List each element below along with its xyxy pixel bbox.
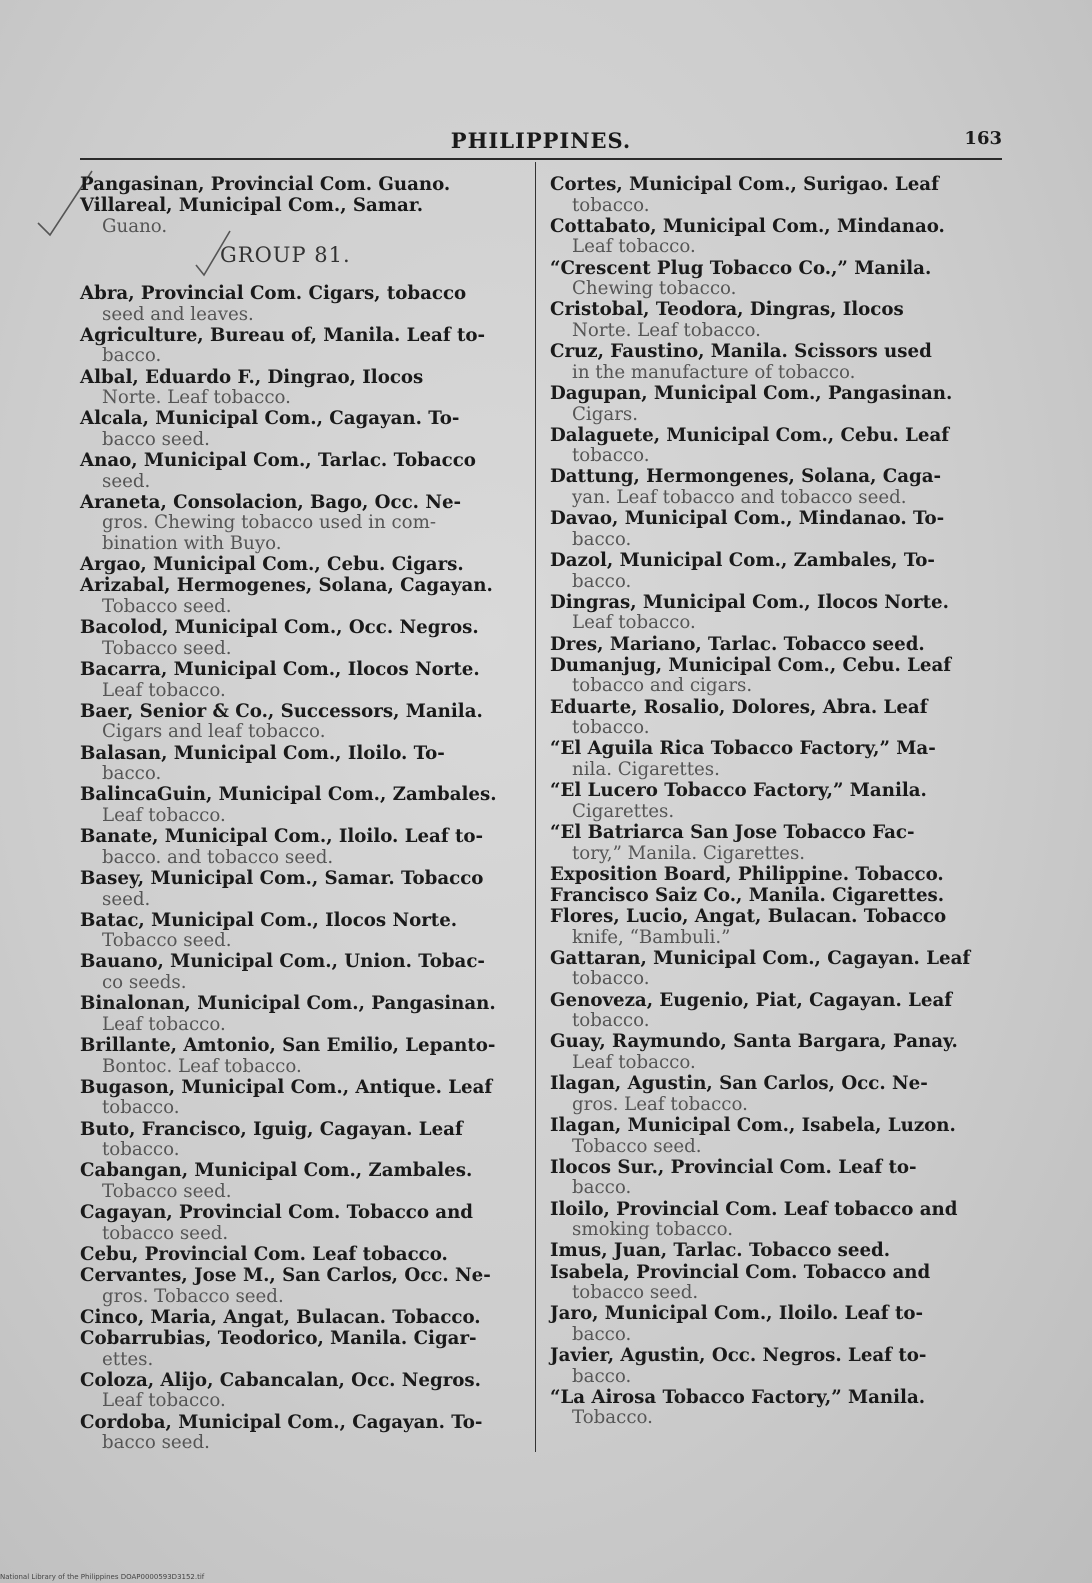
entry-continuation-line: Tobacco seed. xyxy=(102,637,232,659)
entry-continuation-line: in the manufacture of tobacco. xyxy=(572,361,856,383)
entry-first-line: Davao, Municipal Com., Mindanao. To- xyxy=(550,508,945,530)
directory-entry xyxy=(550,1116,995,1157)
directory-entry xyxy=(550,1304,995,1345)
entry-first-line: Buto, Francisco, Iguig, Cagayan. Leaf xyxy=(80,1118,463,1140)
directory-entry xyxy=(550,217,995,258)
directory-entry xyxy=(80,702,520,743)
entry-first-line: Brillante, Amtonio, San Emilio, Lepanto- xyxy=(80,1035,496,1057)
directory-entry xyxy=(550,635,995,656)
entry-first-line: Cobarrubias, Teodorico, Manila. Cigar- xyxy=(80,1328,477,1350)
entry-first-line: Ilocos Sur., Provincial Com. Leaf to- xyxy=(550,1156,917,1178)
directory-entry xyxy=(550,1346,995,1387)
entry-continuation-line: Cigars and leaf tobacco. xyxy=(102,721,326,743)
directory-entry xyxy=(550,300,995,341)
entry-continuation-line: tory,” Manila. Cigarettes. xyxy=(572,842,806,864)
entry-continuation-line: gros. Tobacco seed. xyxy=(102,1285,284,1307)
entry-continuation-line: bacco. xyxy=(572,1177,632,1199)
directory-entry xyxy=(80,785,520,826)
entry-continuation-line: tobacco and cigars. xyxy=(572,675,753,697)
entry-continuation-line: seed. xyxy=(102,470,151,492)
entry-first-line: Banate, Municipal Com., Iloilo. Leaf to- xyxy=(80,826,484,848)
right-column xyxy=(550,175,995,1430)
directory-entry xyxy=(80,493,520,555)
directory-entry xyxy=(80,1413,520,1454)
directory-entry xyxy=(550,656,995,697)
entry-first-line: “La Airosa Tobacco Factory,” Manila. xyxy=(550,1386,926,1408)
scan-footer: National Library of the Philippines DOAP0000593D3152.tif xyxy=(0,1573,205,1581)
entry-continuation-line: Leaf tobacco. xyxy=(102,804,226,826)
entry-first-line: Cruz, Faustino, Manila. Scissors used xyxy=(550,341,932,363)
entry-continuation-line: Tobacco seed. xyxy=(102,596,232,618)
entry-first-line: Dalaguete, Municipal Com., Cebu. Leaf xyxy=(550,424,950,446)
directory-entry xyxy=(550,781,995,822)
entry-continuation-line: yan. Leaf tobacco and tobacco seed. xyxy=(572,487,907,509)
entry-first-line: Cinco, Maria, Angat, Bulacan. Tobacco. xyxy=(80,1306,481,1328)
directory-entry xyxy=(80,1371,520,1412)
directory-entry xyxy=(80,994,520,1035)
entry-continuation-line: Leaf tobacco. xyxy=(572,236,696,258)
entry-continuation-line: Tobacco seed. xyxy=(102,930,232,952)
entry-first-line: Alcala, Municipal Com., Cagayan. To- xyxy=(80,408,460,430)
directory-entry xyxy=(80,1161,520,1202)
entry-first-line: Albal, Eduardo F., Dingrao, Ilocos xyxy=(80,366,424,388)
entry-continuation-line: tobacco seed. xyxy=(102,1222,229,1244)
entry-continuation-line: tobacco. xyxy=(572,1010,650,1032)
entry-first-line: Gattaran, Municipal Com., Cagayan. Leaf xyxy=(550,947,971,969)
running-title: PHILIPPINES. xyxy=(450,128,632,153)
entry-first-line: Bacarra, Municipal Com., Ilocos Norte. xyxy=(80,659,480,680)
entry-continuation-line: Leaf tobacco. xyxy=(102,1390,226,1412)
entry-continuation-line: tobacco. xyxy=(102,1097,180,1119)
page-number: 163 xyxy=(964,128,1002,149)
directory-entry xyxy=(550,1241,995,1262)
entry-continuation-line: tobacco. xyxy=(102,1139,180,1161)
directory-entry xyxy=(80,1245,520,1266)
entry-first-line: Cebu, Provincial Com. Leaf tobacco. xyxy=(80,1243,448,1265)
directory-entry xyxy=(550,823,995,864)
entry-continuation-line: bacco. xyxy=(572,528,632,550)
entry-continuation-line: Norte. Leaf tobacco. xyxy=(572,319,761,341)
entry-first-line: Villareal, Municipal Com., Samar. xyxy=(80,195,424,217)
entry-first-line: Anao, Municipal Com., Tarlac. Tobacco xyxy=(80,450,476,472)
entry-first-line: Baer, Senior & Co., Successors, Manila. xyxy=(80,700,483,722)
entry-first-line: Guay, Raymundo, Santa Bargara, Panay. xyxy=(550,1031,958,1053)
entry-first-line: Ilagan, Municipal Com., Isabela, Luzon. xyxy=(550,1114,956,1136)
entry-first-line: Coloza, Alijo, Cabancalan, Occ. Negros. xyxy=(80,1369,482,1391)
directory-entry xyxy=(80,952,520,993)
entry-continuation-line: Guano. xyxy=(102,215,168,237)
entry-first-line: Exposition Board, Philippine. Tobacco. xyxy=(550,863,944,885)
directory-entry xyxy=(550,175,995,216)
entry-continuation-line: Leaf tobacco. xyxy=(572,1052,696,1073)
right-entries-list xyxy=(550,175,995,1429)
entry-first-line: Bauano, Municipal Com., Union. Tobac- xyxy=(80,951,485,973)
entry-first-line: Iloilo, Provincial Com. Leaf tobacco and xyxy=(550,1198,958,1220)
entry-continuation-line: knife, “Bambuli.” xyxy=(572,926,731,948)
entry-continuation-line: Chewing tobacco. xyxy=(572,278,737,300)
entry-continuation-line: bination with Buyo. xyxy=(102,533,282,555)
entry-first-line: Bugason, Municipal Com., Antique. Leaf xyxy=(80,1076,493,1098)
entry-first-line: Francisco Saiz Co., Manila. Cigarettes. xyxy=(550,884,945,906)
entry-first-line: Agriculture, Bureau of, Manila. Leaf to- xyxy=(80,324,486,346)
column-divider xyxy=(535,162,536,1452)
entry-continuation-line: Bontoc. Leaf tobacco. xyxy=(102,1055,302,1077)
entry-first-line: “El Lucero Tobacco Factory,” Manila. xyxy=(550,780,927,802)
entry-continuation-line: Tobacco seed. xyxy=(102,1180,232,1202)
directory-entry xyxy=(80,1203,520,1244)
directory-entry xyxy=(80,409,520,450)
entry-first-line: Araneta, Consolacion, Bago, Occ. Ne- xyxy=(80,491,462,513)
entry-first-line: Batac, Municipal Com., Ilocos Norte. xyxy=(80,909,458,931)
entry-first-line: Binalonan, Municipal Com., Pangasinan. xyxy=(80,993,496,1015)
entry-continuation-line: bacco. xyxy=(572,1365,632,1387)
entry-first-line: Jaro, Municipal Com., Iloilo. Leaf to- xyxy=(550,1303,924,1325)
directory-entry xyxy=(550,1200,995,1241)
directory-entry xyxy=(80,326,520,367)
directory-entry xyxy=(80,196,520,237)
entry-continuation-line: bacco seed. xyxy=(102,428,210,450)
entry-continuation-line: bacco. and tobacco seed. xyxy=(102,846,334,868)
entry-continuation-line: Leaf tobacco. xyxy=(572,612,696,634)
entry-first-line: Bacolod, Municipal Com., Occ. Negros. xyxy=(80,617,479,639)
entry-continuation-line: Leaf tobacco. xyxy=(102,1013,226,1035)
directory-entry xyxy=(80,451,520,492)
entry-first-line: Dumanjug, Municipal Com., Cebu. Leaf xyxy=(550,654,952,676)
entry-continuation-line: bacco. xyxy=(572,570,632,592)
entry-first-line: Cagayan, Provincial Com. Tobacco and xyxy=(80,1202,474,1224)
entry-first-line: Basey, Municipal Com., Samar. Tobacco xyxy=(80,867,484,889)
entry-first-line: Genoveza, Eugenio, Piat, Cagayan. Leaf xyxy=(550,989,953,1011)
entry-first-line: Flores, Lucio, Angat, Bulacan. Tobacco xyxy=(550,906,947,928)
entry-first-line: Ilagan, Agustin, San Carlos, Occ. Ne- xyxy=(550,1073,928,1095)
directory-entry xyxy=(80,869,520,910)
directory-entry xyxy=(550,1388,995,1429)
entry-first-line: BalincaGuin, Municipal Com., Zambales. xyxy=(80,784,497,806)
entry-first-line: Javier, Agustin, Occ. Negros. Leaf to- xyxy=(550,1345,927,1367)
entry-first-line: Cervantes, Jose M., San Carlos, Occ. Ne- xyxy=(80,1265,491,1287)
entry-first-line: Isabela, Provincial Com. Tobacco and xyxy=(550,1261,931,1283)
directory-entry xyxy=(80,1120,520,1161)
entry-first-line: Cabangan, Municipal Com., Zambales. xyxy=(80,1160,473,1182)
entry-first-line: Abra, Provincial Com. Cigars, tobacco xyxy=(80,282,467,304)
entry-continuation-line: bacco. xyxy=(102,345,162,367)
directory-entry xyxy=(550,342,995,383)
entry-continuation-line: ettes. xyxy=(102,1348,154,1370)
entry-first-line: Cristobal, Teodora, Dingras, Ilocos xyxy=(550,299,904,321)
entry-continuation-line: Cigarettes. xyxy=(572,800,675,822)
entry-continuation-line: gros. Chewing tobacco used in com- xyxy=(102,512,437,534)
entry-continuation-line: tobacco. xyxy=(572,194,650,216)
directory-entry xyxy=(550,1158,995,1199)
entry-first-line: Cottabato, Municipal Com., Mindanao. xyxy=(550,215,945,237)
entry-continuation-line: seed and leaves. xyxy=(102,303,254,325)
entry-continuation-line: tobacco. xyxy=(572,717,650,739)
entry-continuation-line: bacco seed. xyxy=(102,1432,210,1454)
entry-first-line: Arizabal, Hermogenes, Solana, Cagayan. xyxy=(80,575,493,597)
entry-continuation-line: Tobacco. xyxy=(572,1407,653,1429)
entry-first-line: Cordoba, Municipal Com., Cagayan. To- xyxy=(80,1411,483,1433)
directory-entry xyxy=(80,827,520,868)
entry-first-line: “Crescent Plug Tobacco Co.,” Manila. xyxy=(550,257,932,279)
directory-entry xyxy=(550,1074,995,1115)
entry-first-line: Dres, Mariano, Tarlac. Tobacco seed. xyxy=(550,633,925,655)
directory-entry xyxy=(80,1266,520,1307)
directory-entry xyxy=(550,593,995,634)
directory-entry xyxy=(550,1263,995,1304)
directory-entry xyxy=(550,907,995,948)
entry-first-line: “El Batriarca San Jose Tobacco Fac- xyxy=(550,821,915,843)
directory-entry xyxy=(550,739,995,780)
directory-entry xyxy=(550,384,995,425)
directory-entry xyxy=(80,1329,520,1370)
directory-entry xyxy=(80,284,520,325)
entry-continuation-line: bacco. xyxy=(102,763,162,785)
entry-continuation-line: smoking tobacco. xyxy=(572,1219,734,1241)
directory-entry xyxy=(550,698,995,739)
entry-first-line: Dazol, Municipal Com., Zambales, To- xyxy=(550,550,935,572)
directory-entry xyxy=(80,1078,520,1119)
entry-continuation-line: tobacco. xyxy=(572,968,650,990)
directory-entry xyxy=(80,618,520,659)
directory-entry xyxy=(550,865,995,886)
directory-entry xyxy=(80,744,520,785)
directory-entry xyxy=(550,949,995,990)
directory-entry xyxy=(550,467,995,508)
directory-entry xyxy=(550,551,995,592)
page-header xyxy=(80,128,1002,160)
entry-continuation-line: nila. Cigarettes. xyxy=(572,758,720,780)
directory-entry xyxy=(80,1308,520,1329)
entry-first-line: Eduarte, Rosalio, Dolores, Abra. Leaf xyxy=(550,696,928,718)
directory-entry xyxy=(550,426,995,467)
entry-first-line: Balasan, Municipal Com., Iloilo. To- xyxy=(80,742,445,764)
directory-entry xyxy=(550,509,995,550)
directory-entry xyxy=(80,576,520,617)
directory-entry xyxy=(550,991,995,1032)
left-column xyxy=(80,175,520,1454)
entry-continuation-line: seed. xyxy=(102,888,151,910)
directory-entry xyxy=(550,259,995,300)
directory-entry xyxy=(550,1032,995,1073)
entry-continuation-line: co seeds. xyxy=(102,972,187,994)
directory-entry xyxy=(80,911,520,952)
directory-entry xyxy=(80,368,520,409)
directory-entry xyxy=(550,886,995,907)
directory-entry xyxy=(80,175,520,196)
entry-first-line: Pangasinan, Provincial Com. Guano. xyxy=(80,174,451,195)
directory-entry xyxy=(80,555,520,576)
entry-continuation-line: bacco. xyxy=(572,1323,632,1345)
entry-continuation-line: gros. Leaf tobacco. xyxy=(572,1093,748,1115)
entry-first-line: Cortes, Municipal Com., Surigao. Leaf xyxy=(550,174,939,195)
entry-first-line: Dingras, Municipal Com., Ilocos Norte. xyxy=(550,591,949,613)
entry-continuation-line: Leaf tobacco. xyxy=(102,679,226,701)
group-heading: GROUP 81. xyxy=(220,243,351,268)
entry-first-line: Argao, Municipal Com., Cebu. Cigars. xyxy=(80,554,464,576)
directory-entry xyxy=(80,660,520,701)
entry-continuation-line: Tobacco seed. xyxy=(572,1135,702,1157)
entry-continuation-line: tobacco. xyxy=(572,445,650,467)
directory-entry xyxy=(80,1036,520,1077)
entry-first-line: Imus, Juan, Tarlac. Tobacco seed. xyxy=(550,1240,891,1262)
pre-group-entries xyxy=(80,175,520,237)
entry-first-line: Dattung, Hermongenes, Solana, Caga- xyxy=(550,466,942,488)
entry-first-line: “El Aguila Rica Tobacco Factory,” Ma- xyxy=(550,738,936,760)
entry-first-line: Dagupan, Municipal Com., Pangasinan. xyxy=(550,382,953,404)
left-entries-list xyxy=(80,284,520,1454)
entry-continuation-line: tobacco seed. xyxy=(572,1282,699,1304)
header-rule xyxy=(80,158,1002,160)
entry-continuation-line: Norte. Leaf tobacco. xyxy=(102,387,291,409)
entry-continuation-line: Cigars. xyxy=(572,403,639,425)
